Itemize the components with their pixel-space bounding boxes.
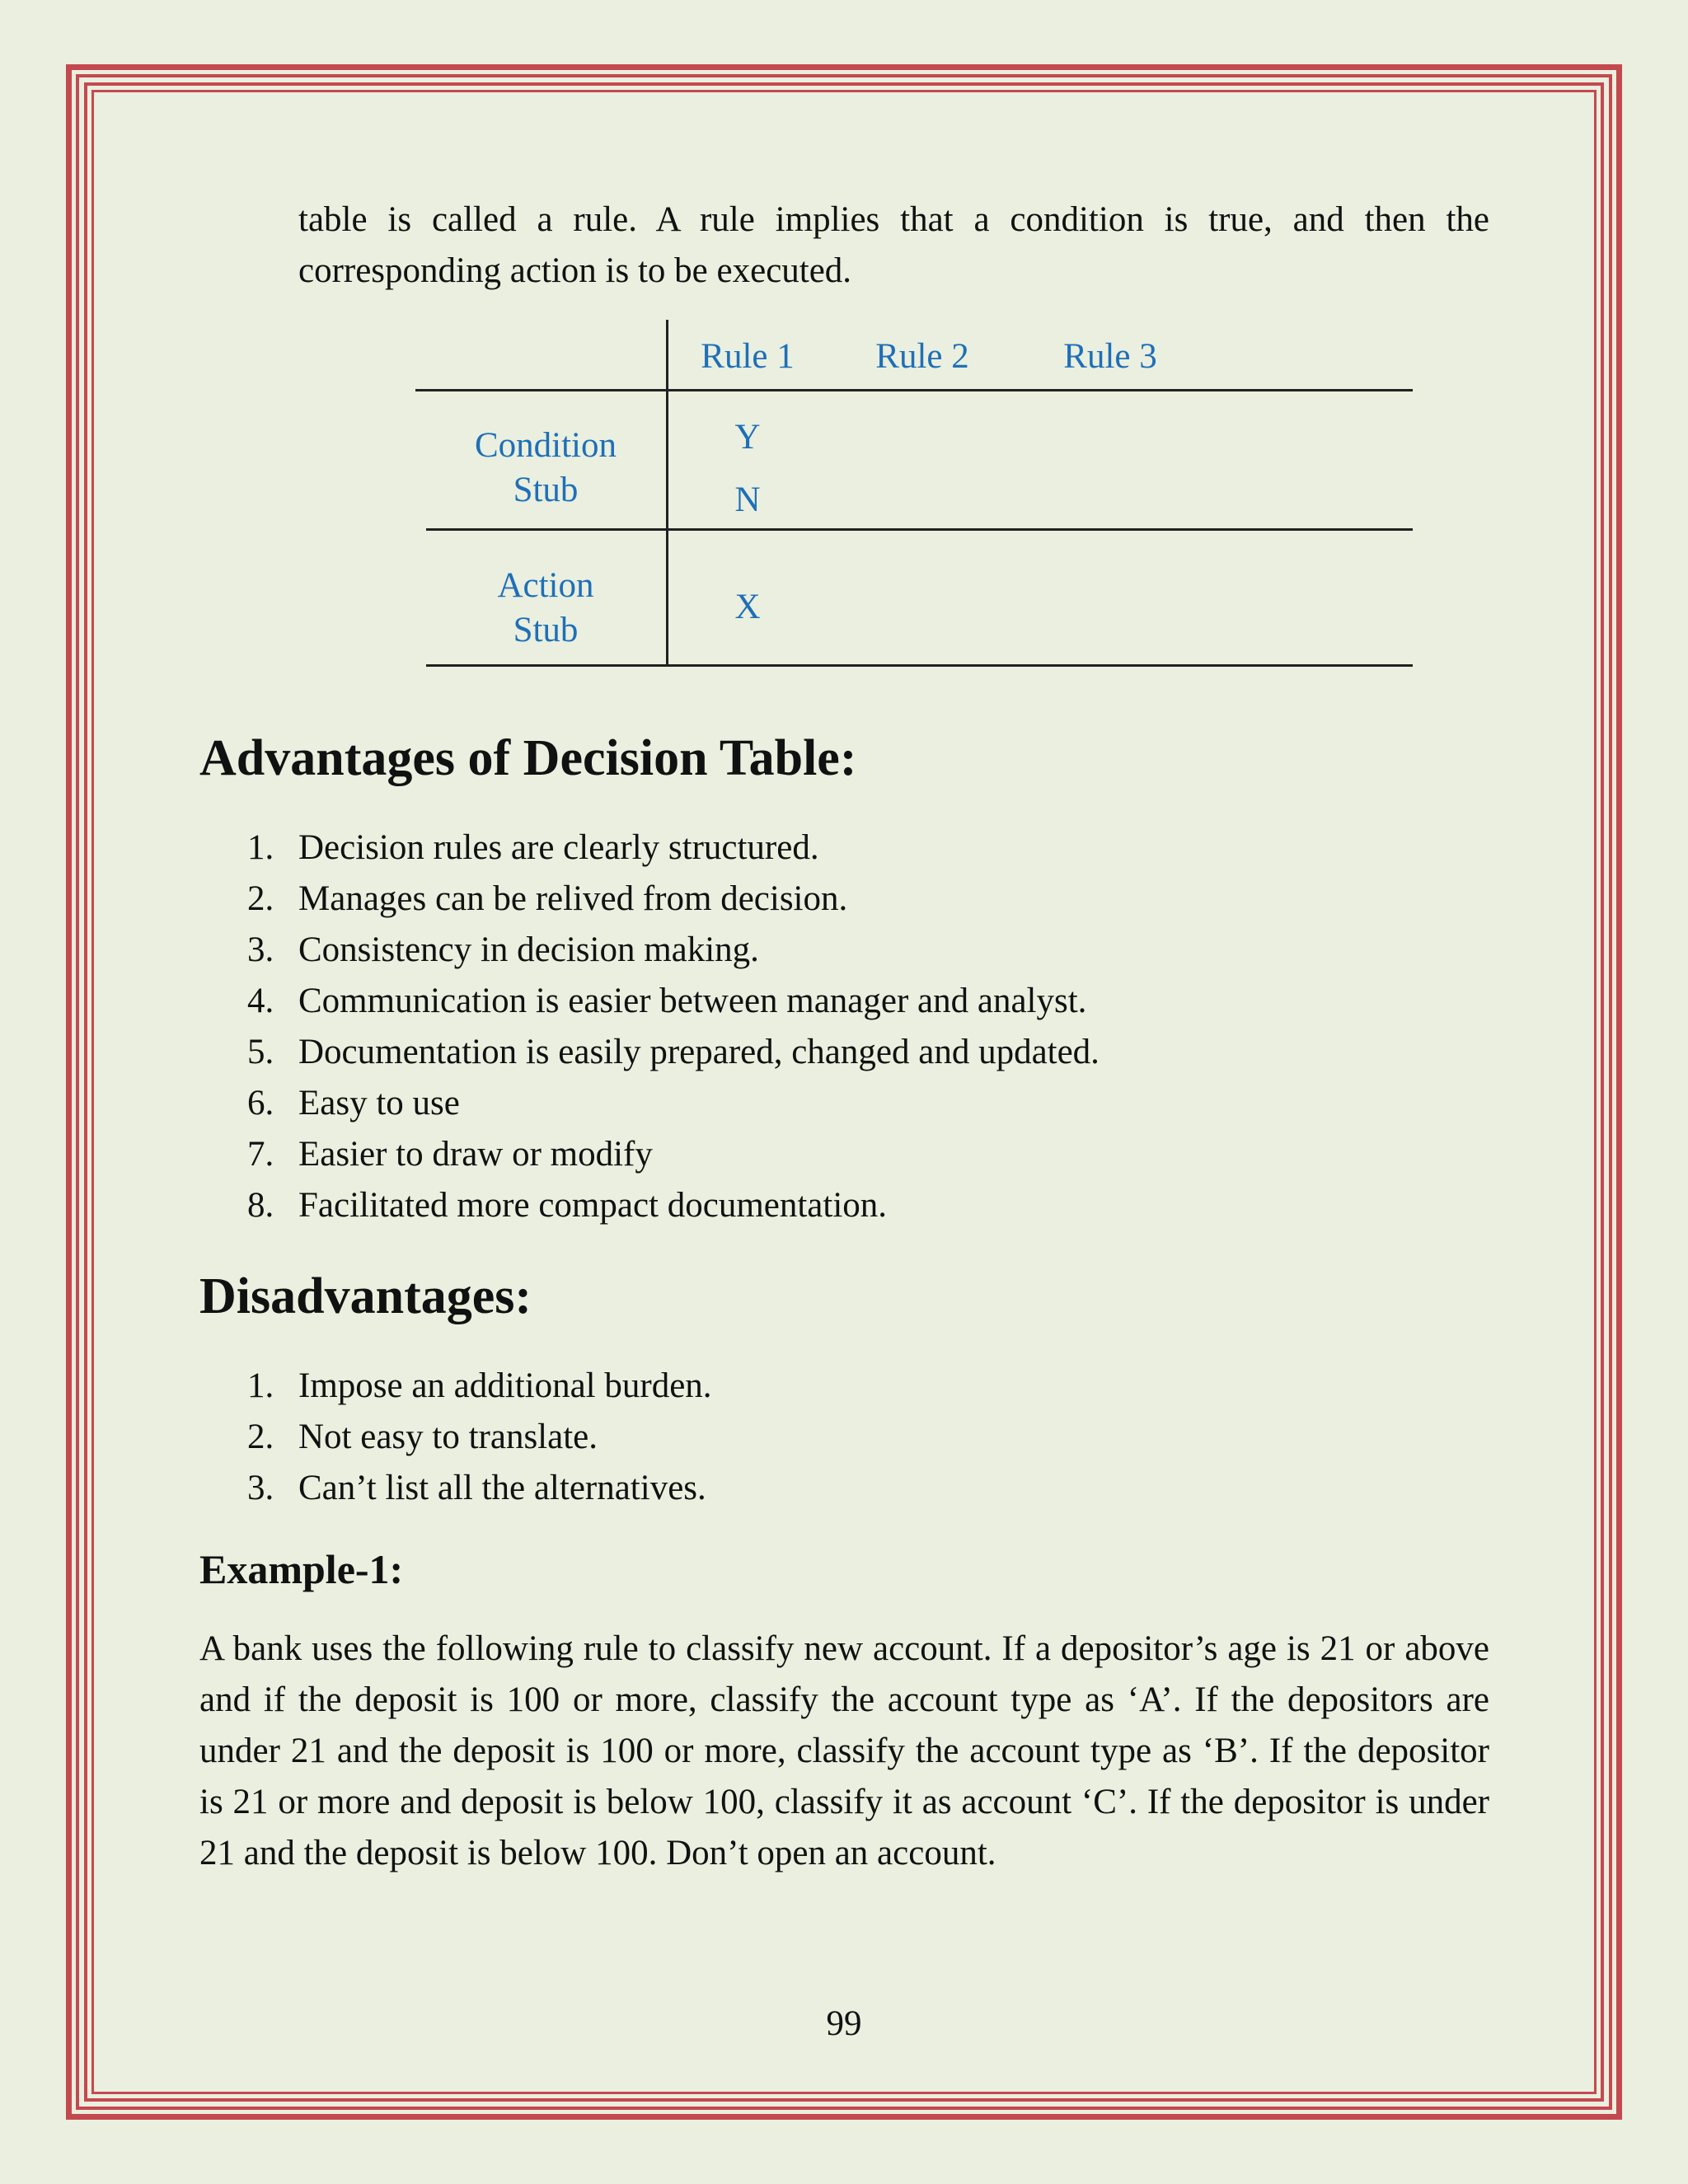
advantages-list — [199, 823, 1100, 1231]
list-item-number: 1. — [247, 1366, 274, 1405]
list-item — [199, 1463, 712, 1514]
table-bottom-rule — [426, 664, 1413, 667]
list-item-text: Consistency in decision making. — [298, 930, 759, 969]
list-item — [199, 823, 1100, 874]
list-item-number: 6. — [247, 1084, 274, 1122]
list-item-text: Documentation is easily prepared, changed and updated. — [298, 1033, 1100, 1071]
list-item-number: 3. — [247, 930, 274, 969]
advantages-heading: Advantages of Decision Table: — [199, 730, 857, 786]
list-item — [199, 1412, 712, 1463]
rule-3-header: Rule 3 — [1063, 337, 1157, 376]
list-item-text: Impose an additional burden. — [298, 1366, 712, 1405]
intro-paragraph: table is called a rule. A rule implies that a condition is true, and then the corresponding action is to be executed. — [298, 200, 1489, 290]
list-item-text: Not easy to translate. — [298, 1418, 598, 1456]
condition-entry-y: Y — [734, 418, 761, 457]
list-item-number: 8. — [247, 1186, 274, 1225]
list-item-text: Easy to use — [298, 1084, 460, 1122]
list-item — [199, 976, 1100, 1027]
example-heading: Example-1: — [199, 1546, 404, 1592]
page-number: 99 — [826, 2004, 862, 2043]
list-item — [199, 1078, 1100, 1129]
list-item-text: Facilitated more compact documentation. — [298, 1186, 888, 1225]
table-middle-rule — [426, 528, 1413, 531]
list-item — [199, 1027, 1100, 1078]
rule-2-header: Rule 2 — [875, 337, 969, 376]
disadvantages-heading: Disadvantages: — [199, 1268, 532, 1324]
condition-stub-label-line-2: Stub — [513, 471, 579, 509]
list-item-number: 1. — [247, 828, 274, 867]
condition-stub-label-line-1: Condition — [474, 426, 617, 465]
disadvantages-list — [199, 1361, 712, 1514]
list-item-number: 2. — [247, 879, 274, 918]
list-item-number: 7. — [247, 1135, 274, 1174]
table-vertical-divider — [666, 320, 668, 666]
list-item-number: 3. — [247, 1469, 274, 1507]
list-item — [199, 1180, 1100, 1231]
list-item-number: 4. — [247, 982, 274, 1020]
decision-table — [199, 0, 1489, 742]
list-item — [199, 1129, 1100, 1180]
condition-entry-n: N — [734, 480, 761, 519]
list-item-text: Can’t list all the alternatives. — [298, 1469, 706, 1507]
list-item-text: Manages can be relived from decision. — [298, 879, 848, 918]
action-stub-label-line-2: Stub — [513, 611, 579, 649]
list-item-text: Decision rules are clearly structured. — [298, 828, 819, 867]
table-header-rule — [415, 389, 1413, 391]
list-item — [199, 1361, 712, 1412]
list-item-number: 2. — [247, 1418, 274, 1456]
list-item-text: Easier to draw or modify — [298, 1135, 653, 1174]
list-item-number: 5. — [247, 1033, 274, 1071]
action-stub-label-line-1: Action — [497, 566, 594, 605]
list-item — [199, 874, 1100, 925]
list-item-text: Communication is easier between manager and analyst. — [298, 982, 1087, 1020]
list-item — [199, 925, 1100, 976]
action-entry-x: X — [734, 588, 761, 626]
rule-1-header: Rule 1 — [701, 337, 795, 376]
example-paragraph: A bank uses the following rule to classify new account. If a depositor’s age is 21 or above and if the deposit is 100 or more, classify the account type as ‘A’. If the depositors are under 21 and the deposit is 100 or more, classify the account type as ‘B’. If the depositor is 21 or more and deposit is below 100, classify it as account ‘C’. If the depositor is under 21 and the deposit is below 100. Don’t open an account. — [199, 1629, 1489, 1872]
